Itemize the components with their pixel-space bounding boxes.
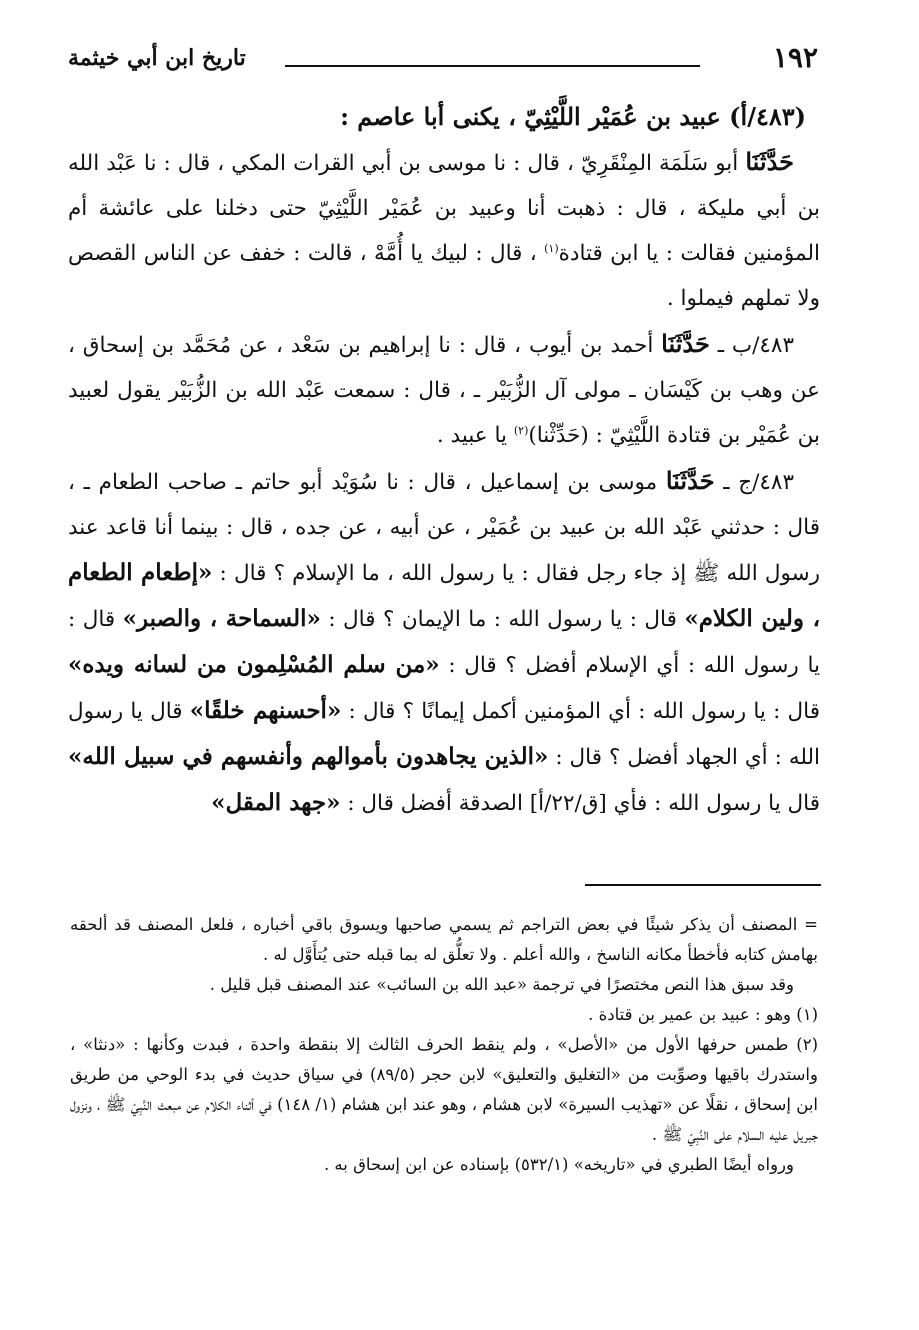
paragraph-text: قال : يا رسول الله : ما الإيمان ؟ قال : — [320, 607, 685, 632]
prophetic-saying: «السماحة ، والصبر» — [122, 605, 321, 632]
paragraph-text: يا عبيد . — [436, 423, 514, 448]
hadith-keyword: حَدَّثَنَا — [665, 466, 715, 495]
header-rule — [285, 65, 700, 67]
hadith-number: ٤٨٣/ج ـ — [714, 470, 795, 495]
book-title: تاريخ ابن أبي خيثمة — [68, 45, 246, 71]
footnote-separator — [585, 884, 821, 886]
paragraph-text: قال يا رسول الله : أي الجهاد أفضل ؟ قال : — [68, 699, 820, 770]
paragraph-text: موسى بن إسماعيل ، قال : نا سُوَيْد أبو حاتم ـ صاحب الطعام ـ ، قال : حدثني عَبْد الله بن عبيد بن عُمَيْر ، عن أبيه ، عن جده ، قال : بينما أنا قاعد عند رسول الله ﷺ إذ جاء رجل فقال : يا رسول الله ، ما الإسلام ؟ قال : — [68, 470, 820, 586]
prophetic-saying: «جهد المقل» — [211, 789, 341, 816]
hadith-keyword: حَدَّثَنَا — [745, 147, 794, 176]
paragraph-text: أبو سَلَمَة المِنْقَرِيّ ، قال : نا موسى بن أبي القرات المكي ، قال : نا عَبْد الله بن أبي مليكة ، قال : ذهبت أنا وعبيد بن عُمَيْر اللَّيْثِيّ حتى دخلنا على عائشة أم المؤمنين فقالت : يا ابن قتادة — [68, 151, 820, 266]
page-number: ١٩٢ — [772, 41, 818, 74]
footnote-2-cont: ورواه أيضًا الطبري في «تاريخه» (٥٣٢/١) بإسناده عن ابن إسحاق به . — [323, 1155, 794, 1174]
paragraph-text: قال : يا رسول الله : أي المؤمنين أكمل إيمانًا ؟ قال : — [341, 699, 820, 724]
prophetic-saying: «الذين يجاهدون بأموالهم وأنفسهم في سبيل الله» — [68, 743, 549, 770]
footnote-ref-2[interactable]: (٢) — [513, 423, 529, 437]
paragraph-text: قال : يا رسول الله : أي الإسلام أفضل ؟ قال : — [68, 607, 820, 678]
footnote-continuation: وقد سبق هذا النص مختصرًا في ترجمة «عبد الله بن السائب» عند المصنف قبل قليل . — [209, 975, 794, 994]
footnote-ref-1[interactable]: (١) — [544, 241, 559, 255]
hadith-number: ٤٨٣/ب ـ — [709, 333, 795, 358]
prophetic-saying: «من سلم المُسْلِمون من لسانه ويده» — [68, 651, 440, 678]
footnote-continuation: = المصنف أن يذكر شيئًا في بعض التراجم ثم يسمي صاحبها ويسوق باقي أخباره ، فلعل المصنف قد ألحقه بهامش كتابه فأخطأ مكانه الناسخ ، والله أعلم . ولا تعلُّق له بما قبله حتى يُتأَوَّل له . — [70, 915, 818, 964]
paragraph-text: ، قال : لبيك يا أُمَّهْ ، قالت : خفف عن الناس القصص ولا تملهم فيملوا . — [68, 241, 820, 311]
paragraph-483a — [68, 139, 820, 321]
paragraph-text: قال يا رسول الله : فأي [ق/٢٢/أ] الصدقة أفضل قال : — [340, 791, 820, 816]
hadith-keyword: حَدَّثَنَا — [661, 329, 710, 358]
footnotes — [70, 910, 818, 1180]
paragraph-483b — [68, 321, 820, 458]
prophetic-saying: «أحسنهم خلقًا» — [189, 697, 342, 724]
prophetic-saying: «إطعام الطعام ، ولين الكلام» — [68, 559, 820, 632]
footnote-2: (٢) طمس حرفها الأول من «الأصل» ، ولم ينقط الحرف الثالث إلا بنقطة واحدة ، فبدت وكأنها : «دنثا» ، واستدرك باقيها وصوِّبت من «التغليق والتعليق» لابن حجر (٨٩/٥) في سياق حديث في بدء الوحي من طريق ابن إسحاق ، نقلًا عن «تهذيب السيرة» لابن هشام ، وهو عند ابن هشام (١/ ١٤٨) في أثناء الكلام عن مبعث النَّبِيّ ﷺ ، ونزول جبريل عليه السلام على النَّبِيّ ﷺ . — [70, 1035, 818, 1144]
page-header — [68, 38, 818, 78]
paragraph-483c — [68, 458, 820, 826]
footnote-1: (١) وهو : عبيد بن عمير بن قتادة . — [588, 1005, 818, 1024]
main-text — [68, 94, 820, 826]
section-title: (٤٨٣/أ) عبيد بن عُمَيْر اللَّيْثِيّ ، يكنى أبا عاصم : — [340, 102, 806, 131]
paragraph-text: أحمد بن أيوب ، قال : نا إبراهيم بن سَعْد ، عن مُحَمَّد بن إسحاق ، عن وهب بن كَيْسَان ـ مولى آل الزُّبَيْر ـ ، قال : سمعت عَبْد الله بن الزُّبَيْر يقول لعبيد بن عُمَيْر بن قتادة اللَّيْثِيّ : (حَدِّثْنا) — [68, 333, 820, 448]
